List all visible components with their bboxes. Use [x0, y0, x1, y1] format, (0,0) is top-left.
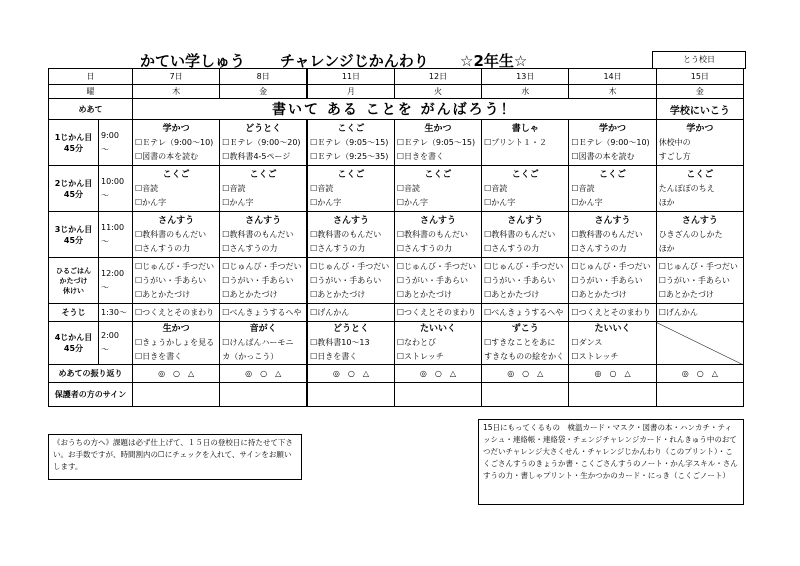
cleaning-task: ☐つくえとそのまわり — [135, 308, 215, 317]
signature-box — [394, 383, 481, 407]
subject-name: こくご — [424, 169, 452, 180]
task-item: ☐図書の本を読む — [135, 151, 199, 161]
period-time: 11:00 — [101, 222, 125, 232]
task-item: ☐教科書のもんだい — [396, 229, 469, 239]
task-item: ☐かん字 — [135, 197, 167, 207]
period-time-tilde: 〜 — [101, 144, 109, 154]
signature-box — [656, 383, 743, 407]
task-item: ☐音読 — [571, 183, 595, 193]
task-item: ☐さんすうの力 — [222, 243, 278, 253]
cleaning-task: ☐つくえとそのまわり — [571, 308, 651, 317]
task-item: ☐プリント１・２ — [484, 137, 547, 147]
subject-name: さんすう — [507, 215, 544, 226]
task-item: ☐日きを書く — [310, 352, 358, 361]
task-item: 休校中の — [658, 137, 691, 147]
weekday-cell: 火 — [433, 87, 442, 96]
task-item: ☐かん字 — [571, 197, 603, 207]
subject-name: こくご — [337, 123, 365, 134]
lunch-task: ☐うがい・手あらい — [135, 275, 207, 285]
lunch-task: ☐あとかたづけ — [135, 289, 191, 299]
period-time-tilde: 〜 — [101, 345, 109, 354]
date-cell: 11日 — [341, 72, 361, 81]
lunch-task: ☐じゅんび・手つだい — [484, 261, 564, 271]
lunch-task: ☐うがい・手あらい — [310, 275, 382, 285]
title-part2: チャレンジじかんわり — [280, 52, 429, 70]
task-item: ☐さんすうの力 — [310, 243, 366, 253]
lunch-label: ひるごはん かたづけ 休けい — [56, 266, 91, 295]
task-item: ☐音読 — [484, 183, 508, 193]
lunch-task: ☐あとかたづけ — [396, 289, 453, 299]
weekday-cell: 月 — [346, 87, 355, 96]
task-item: ☐さんすうの力 — [135, 243, 191, 253]
signature-box — [307, 383, 394, 407]
subject-name: こくご — [337, 169, 365, 180]
signature-box — [569, 383, 656, 407]
period-label: 1じかん目 45分 — [54, 132, 93, 153]
school-day-label: とう校日 — [652, 51, 746, 69]
title-part3: ☆2年生☆ — [460, 52, 528, 70]
subject-name: さんすう — [681, 215, 718, 226]
cleaning-time: 1:30〜 — [101, 308, 127, 317]
subject-name: こくご — [686, 169, 714, 180]
subject-name: こくご — [162, 169, 190, 180]
subject-name: 書しゃ — [511, 123, 539, 134]
subject-name: どうとく — [332, 324, 369, 334]
task-item: ☐Ｅテレ（9:25〜35) — [310, 151, 389, 161]
lunch-time-tilde: 〜 — [101, 282, 109, 292]
date-cell: 7日 — [169, 72, 183, 81]
task-item: たんぽぽのちえ — [658, 183, 715, 193]
subject-name: こくご — [511, 169, 539, 180]
subject-name: こくご — [599, 169, 627, 180]
cleaning-task: ☐げんかん — [658, 308, 698, 317]
task-item: ☐Ｅテレ（9:05〜15) — [310, 137, 389, 147]
review-marks: ◎ ○ △ — [158, 369, 195, 378]
parent-sign-label: 保護者の方のサイン — [54, 390, 127, 399]
task-item: ☐Ｅテレ（9:05〜15) — [396, 137, 476, 147]
period-time-tilde: 〜 — [101, 236, 109, 246]
lunch-task: ☐じゅんび・手つだい — [571, 261, 651, 271]
lunch-task: ☐あとかたづけ — [571, 289, 627, 299]
lunch-task: ☐あとかたづけ — [222, 289, 278, 299]
task-item: ほか — [658, 197, 675, 207]
subject-name: さんすう — [419, 215, 456, 226]
task-item: ☐すきなことをあに — [484, 338, 556, 347]
task-item: ☐音読 — [222, 183, 246, 193]
subject-name: こくご — [249, 169, 277, 180]
subject-name: 学かつ — [599, 123, 627, 134]
period-time: 2:00 — [101, 331, 119, 340]
task-item: ☐Ｅテレ（9:00〜20) — [222, 137, 301, 147]
task-item: ☐教科書のもんだい — [222, 229, 294, 239]
subject-name: 学かつ — [686, 123, 714, 134]
weekday-cell: 金 — [259, 87, 268, 96]
task-item: ☐きょうかしょを見る — [135, 338, 215, 347]
lunch-task: ☐あとかたづけ — [484, 289, 540, 299]
subject-name: たいいく — [419, 324, 456, 334]
lunch-task: ☐あとかたづけ — [310, 289, 366, 299]
task-item: ☐教科書のもんだい — [484, 229, 556, 239]
date-cell: 14日 — [603, 72, 622, 81]
goal-go-to-school: 学校にいこう — [669, 105, 730, 117]
date-cell: 15日 — [690, 72, 709, 81]
task-item: ☐日きを書く — [396, 151, 445, 161]
period-time: 9:00 — [101, 130, 119, 140]
task-item: ☐Ｅテレ（9:00〜10) — [571, 137, 650, 147]
task-item: ☐けんばんハーモニ — [222, 338, 294, 347]
period-label: 4じかん目 45分 — [54, 333, 93, 353]
subject-name: さんすう — [158, 215, 195, 226]
task-item: ☐音読 — [135, 183, 159, 193]
task-item: ☐ストレッチ — [396, 352, 444, 361]
title-part1: かてい学しゅう — [140, 52, 246, 70]
lunch-task: ☐じゅんび・手つだい — [222, 261, 302, 271]
items-to-bring-note: 15日にもってくるもの 検温カード・マスク・図書の本・ハンカチ・ティッシュ・連絡帳・連絡袋・チェンジチャレンジカード・れんきゅう中のおてつだいチャレンジ大さくせん・チャレンジじかんわり（このプリント）・こくごさんすうのきょうか書・こくごさんすうのノート・かん字スキル・さんすうの力・書しゃプリント・生かつかのカード・にっき（こくごノート） — [478, 419, 744, 505]
task-item: ☐図書の本を読む — [571, 151, 635, 161]
period-label: 3じかん目 45分 — [54, 224, 93, 245]
note-to-parents: 《おうちの方へ》課題は必ず仕上げて、１５日の登校日に持たせて下さい。お手数ですが、時間割内の☐にチェックを入れて、サインをお願いします。 — [48, 434, 302, 480]
date-cell: 12日 — [428, 72, 448, 81]
review-marks: ◎ ○ △ — [681, 369, 718, 378]
task-item: ☐音読 — [396, 183, 421, 193]
lunch-task: ☐うがい・手あらい — [658, 275, 730, 285]
subject-name: ずこう — [511, 324, 539, 334]
cleaning-task: ☐べんきょうするへや — [484, 308, 564, 317]
subject-name: 生かつ — [424, 123, 452, 134]
subject-name: 生かつ — [162, 324, 190, 334]
weekday-cell: 木 — [608, 87, 617, 96]
cleaning-task: ☐つくえとそのまわり — [396, 308, 477, 317]
task-item: ☐さんすうの力 — [571, 243, 627, 253]
task-item: ☐教科書4-5ページ — [222, 151, 291, 161]
period-time-tilde: 〜 — [101, 190, 109, 200]
weekday-cell: 水 — [521, 87, 530, 96]
day-header: 日 — [86, 72, 95, 81]
cleaning-label: そうじ — [61, 308, 86, 317]
task-item: ☐日きを書く — [135, 352, 183, 361]
task-item: ☐さんすうの力 — [396, 243, 453, 253]
task-item: ☐教科書のもんだい — [135, 229, 207, 239]
review-label: めあての振り返り — [58, 369, 123, 378]
task-item: ほか — [658, 243, 675, 253]
task-item: ☐音読 — [310, 183, 334, 193]
task-item: すごし方 — [658, 151, 691, 161]
lunch-task: ☐じゅんび・手つだい — [658, 261, 738, 271]
cleaning-task: ☐べんきょうするへや — [222, 308, 302, 317]
task-item: ☐教科書のもんだい — [310, 229, 382, 239]
lunch-task: ☐うがい・手あらい — [396, 275, 469, 285]
weekday-header: 曜 — [86, 87, 95, 96]
page-title — [130, 50, 600, 70]
lunch-task: ☐じゅんび・手つだい — [310, 261, 390, 271]
subject-name: さんすう — [245, 215, 282, 226]
lunch-task: ☐うがい・手あらい — [484, 275, 556, 285]
signature-box — [482, 383, 569, 407]
task-item: ひきざんのしかた — [658, 229, 723, 239]
lunch-task: ☐うがい・手あらい — [571, 275, 643, 285]
task-item: ☐ダンス — [571, 338, 603, 347]
cleaning-task: ☐げんかん — [310, 308, 350, 317]
lunch-time: 12:00 — [101, 268, 125, 278]
weekday-cell: 金 — [695, 87, 704, 96]
review-marks: ◎ ○ △ — [594, 369, 631, 378]
signature-box — [220, 383, 307, 407]
task-item: ☐Ｅテレ（9:00〜10) — [135, 137, 214, 147]
signature-box — [133, 383, 220, 407]
task-item: ☐教科書のもんだい — [571, 229, 643, 239]
task-item: ☐なわとび — [396, 338, 437, 347]
review-marks: ◎ ○ △ — [507, 369, 544, 378]
review-marks: ◎ ○ △ — [332, 369, 370, 378]
period-label: 2じかん目 45分 — [54, 178, 93, 199]
task-item: ☐かん字 — [396, 197, 429, 207]
task-item: ☐さんすうの力 — [484, 243, 540, 253]
lunch-task: ☐じゅんび・手つだい — [396, 261, 477, 271]
subject-name: 学かつ — [162, 123, 190, 134]
review-marks: ◎ ○ △ — [245, 369, 282, 378]
date-cell: 13日 — [516, 72, 535, 81]
subject-name: 音がく — [249, 324, 277, 334]
subject-name: どうとく — [245, 123, 282, 134]
subject-name: さんすう — [332, 215, 369, 226]
lunch-task: ☐じゅんび・手つだい — [135, 261, 215, 271]
goal-motto: 書いて ある ことを がんばろう！ — [272, 102, 517, 118]
task-item: ☐かん字 — [310, 197, 342, 207]
review-marks: ◎ ○ △ — [419, 369, 457, 378]
task-item: カ（かっこう） — [222, 352, 279, 361]
date-cell: 8日 — [256, 72, 270, 81]
empty-slot — [656, 322, 743, 365]
task-item: ☐教科書10〜13 — [310, 338, 370, 347]
task-item: ☐かん字 — [222, 197, 254, 207]
subject-name: さんすう — [594, 215, 631, 226]
lunch-task: ☐うがい・手あらい — [222, 275, 294, 285]
period-time: 10:00 — [101, 176, 125, 186]
task-item: すきなものの絵をかく — [484, 352, 565, 361]
weekday-cell: 木 — [172, 87, 181, 96]
task-item — [484, 150, 566, 164]
timetable — [48, 68, 744, 407]
task-item: ☐ストレッチ — [571, 352, 619, 361]
goal-label: めあて — [78, 104, 103, 114]
subject-name: たいいく — [594, 324, 631, 334]
task-item: ☐かん字 — [484, 197, 516, 207]
lunch-task: ☐あとかたづけ — [658, 289, 714, 299]
